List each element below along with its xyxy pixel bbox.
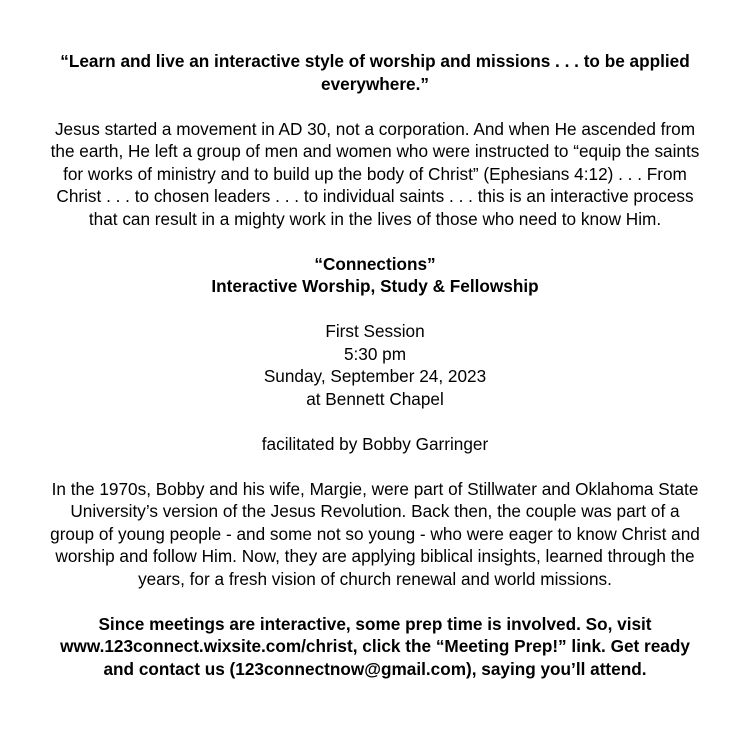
spacer xyxy=(18,590,732,613)
event-location: at Bennett Chapel xyxy=(306,388,444,409)
quote-line: everywhere.” xyxy=(321,73,429,94)
event-heading xyxy=(18,253,732,298)
event-date: Sunday, September 24, 2023 xyxy=(263,366,487,386)
event-details xyxy=(18,320,732,410)
flyer-page xyxy=(18,50,732,680)
intro-line: Christ . . . to chosen leaders . . . to individual saints . . . this is an interactive process xyxy=(56,186,694,206)
callout-line: Since meetings are interactive, some prep time is involved. So, visit xyxy=(98,613,652,634)
bio-line: worship and follow Him. Now, they are applying biblical insights, learned through the xyxy=(55,546,695,566)
bio-line: University’s version of the Jesus Revolution. Back then, the couple was part of a xyxy=(70,501,680,521)
spacer xyxy=(18,298,732,321)
spacer xyxy=(18,95,732,118)
spacer xyxy=(18,410,732,433)
bio-line: group of young people - and some not so young - who were eager to know Christ and xyxy=(50,523,700,544)
event-title: “Connections” xyxy=(314,253,436,274)
event-session: First Session xyxy=(325,321,425,341)
spacer xyxy=(18,455,732,478)
opening-quote xyxy=(18,50,732,95)
facilitator-line: facilitated by Bobby Garringer xyxy=(261,433,489,454)
bio-paragraph xyxy=(18,478,732,591)
intro-paragraph xyxy=(18,118,732,231)
callout-line: www.123connect.wixsite.com/christ, click the “Meeting Prep!” link. Get ready xyxy=(60,636,690,656)
bio-line: In the 1970s, Bobby and his wife, Margie, were part of Stillwater and Oklahoma State xyxy=(51,478,699,499)
spacer xyxy=(18,230,732,253)
callout-paragraph xyxy=(18,613,732,681)
event-time: 5:30 pm xyxy=(343,343,407,364)
intro-line: for works of ministry and to build up the body of Christ” (Ephesians 4:12) . . . From xyxy=(63,163,687,184)
event-subtitle: Interactive Worship, Study & Fellowship xyxy=(211,276,539,296)
quote-line: “Learn and live an interactive style of worship and missions . . . to be applied xyxy=(60,51,690,71)
bio-line: years, for a fresh vision of church renewal and world missions. xyxy=(138,568,612,589)
intro-line: Jesus started a movement in AD 30, not a corporation. And when He ascended from xyxy=(54,118,696,139)
intro-line: that can result in a mighty work in the lives of those who need to know Him. xyxy=(88,208,662,229)
intro-line: the earth, He left a group of men and women who were instructed to “equip the saints xyxy=(50,141,700,161)
callout-line: and contact us (123connectnow@gmail.com), saying you’ll attend. xyxy=(103,658,647,679)
